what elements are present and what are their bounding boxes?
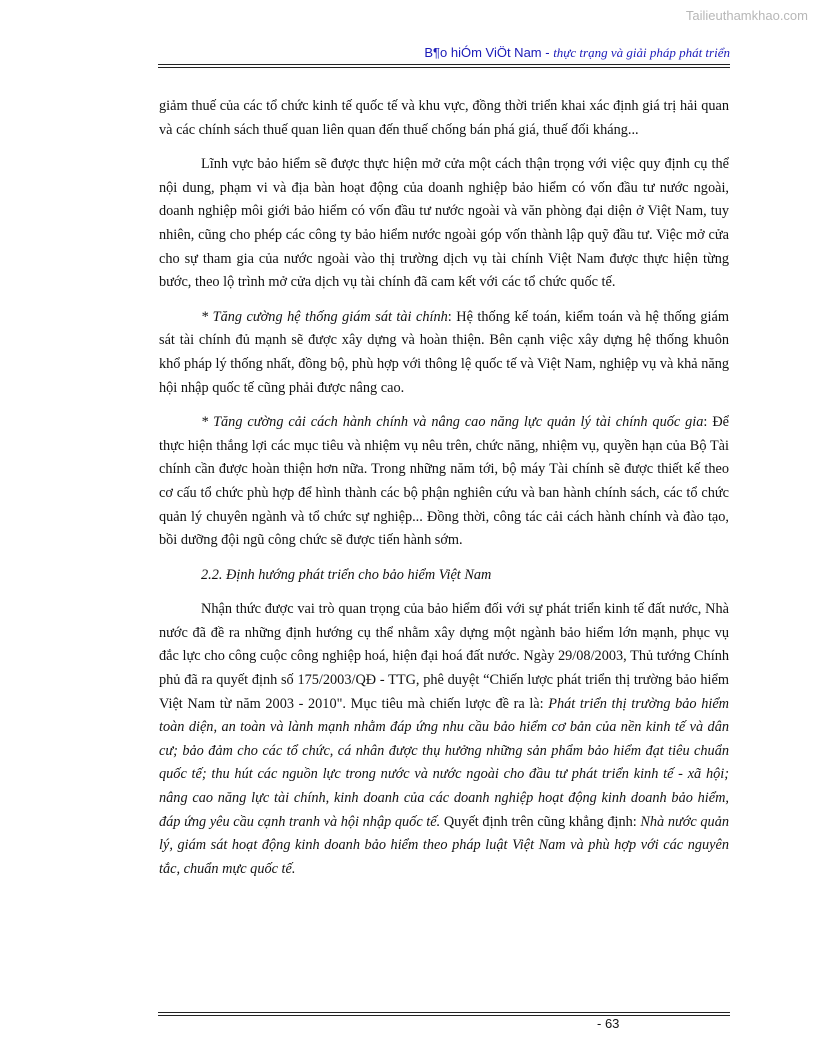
paragraph-insurance-opening: Lĩnh vực bảo hiểm sẽ được thực hiện mở cửa một cách thận trọng với việc quy định cụ thể nội dung, phạm vi và địa bàn hoạt động của doanh nghiệp bảo hiểm có vốn đầu tư nước ngoài, doanh nghiệp môi giới bảo hiểm có vốn đầu tư nước ngoài và văn phòng đại diện ở Việt Nam, tuy nhiên, cũng cho phép các công ty bảo hiểm nước ngoài góp vốn thành lập quỹ đầu tư. Việc mở cửa cho sự tham gia của nước ngoài vào thị trường dịch vụ tài chính Việt Nam được thực hiện từng bước, theo lộ trình mở cửa dịch vụ tài chính đã cam kết với các tổ chức quốc tế. bbox=[159, 156, 729, 291]
strategy-principle-quote: Nhà nước quản lý, giám sát hoạt động kinh doanh bảo hiểm theo pháp luật Việt Nam và phù hợp với các nguyên tắc, chuẩn mực quốc tế. bbox=[159, 813, 729, 877]
watermark: Tailieuthamkhao.com bbox=[685, 8, 808, 23]
footer-rule-double bbox=[158, 1015, 730, 1016]
header-rule-double bbox=[158, 67, 730, 68]
strategy-intro: Nhận thức được vai trò quan trọng của bảo hiểm đối với sự phát triển kinh tế đất nước, Nhà nước đã đề ra những định hướng cụ thể nhằm xây dựng một ngành bảo hiểm lớn mạnh, phục vụ đắc lực cho công cuộc công nghiệp hoá, hiện đại hoá đất nước. Ngày 29/08/2003, Thủ tướng Chính phủ đã ra quyết định số 175/2003/QĐ - TTG, phê duyệt “Chiến lược phát triển thị trường bảo hiểm Việt Nam từ năm 2003 - 2010". Mục tiêu mà chiến lược đề ra là: bbox=[159, 601, 729, 712]
bullet-body: : Hệ thống kế toán, kiểm toán và hệ thống giám sát tài chính đủ mạnh sẽ được xây dựng và hoàn thiện. Bên cạnh việc xây dựng hệ thống khuôn khổ pháp lý thống nhất, đồng bộ, phù hợp với thông lệ quốc tế và Việt Nam, nghiệp vụ và khả năng hội nhập quốc tế cũng phải được nâng cao. bbox=[159, 308, 730, 396]
header-title: B¶o hiÓm ViÖt Nam - bbox=[424, 45, 554, 60]
footer-rule bbox=[158, 1012, 730, 1013]
bullet-body: : Để thực hiện thắng lợi các mục tiêu và nhiệm vụ nêu trên, chức năng, nhiệm vụ, quyền hạn của Bộ Tài chính cần được hoàn thiện hơn nữa. Trong những năm tới, bộ máy Tài chính sẽ được thiết kế theo cơ cấu tổ chức phù hợp để hình thành các bộ phận nghiên cứu và ban hành chính sách, các tổ chức quản lý chuyên ngành và tổ chức sự nghiệp... Đồng thời, công tác cải cách hành chính và đào tạo, bồi dưỡng đội ngũ công chức sẽ được tiến hành sớm. bbox=[159, 414, 729, 549]
page-body bbox=[159, 95, 729, 892]
strategy-connector: Quyết định trên cũng khẳng định: bbox=[440, 813, 641, 830]
strategy-goal-quote: Phát triển thị trường bảo hiểm toàn diện, an toàn và lành mạnh nhằm đáp ứng nhu cầu bảo hiểm cơ bản của nền kinh tế và dân cư; bảo đảm cho các tổ chức, cá nhân được thụ hưởng những sản phẩm bảo hiểm đạt tiêu chuẩn quốc tế; thu hút các nguồn lực trong nước và nước ngoài cho đầu tư phát triển kinh tế - xã hội; nâng cao năng lực tài chính, kinh doanh của các doanh nghiệp hoạt động kinh doanh bảo hiểm, đáp ứng yêu cầu cạnh tranh và hội nhập quốc tế. bbox=[159, 695, 730, 830]
section-heading: 2.2. Định hướng phát triển cho bảo hiểm Việt Nam bbox=[201, 566, 492, 583]
header-subtitle: thực trạng và giải pháp phát triển bbox=[553, 45, 730, 60]
header-rule bbox=[158, 64, 730, 65]
bullet-heading: * Tăng cường cải cách hành chính và nâng cao năng lực quản lý tài chính quốc gia bbox=[201, 414, 704, 431]
paragraph-financial-supervision bbox=[159, 306, 729, 400]
paragraph-continuation: giảm thuế của các tổ chức kinh tế quốc tế và khu vực, đồng thời triển khai xác định giá trị hải quan và các chính sách thuế quan liên quan đến thuế chống bán phá giá, thuế đối kháng... bbox=[159, 98, 729, 138]
paragraph-administrative-reform bbox=[159, 411, 729, 553]
bullet-heading: * Tăng cường hệ thống giám sát tài chính bbox=[201, 308, 448, 325]
paragraph-strategy bbox=[159, 598, 729, 881]
running-header bbox=[158, 45, 730, 65]
page-number: - 63 bbox=[597, 1016, 620, 1031]
